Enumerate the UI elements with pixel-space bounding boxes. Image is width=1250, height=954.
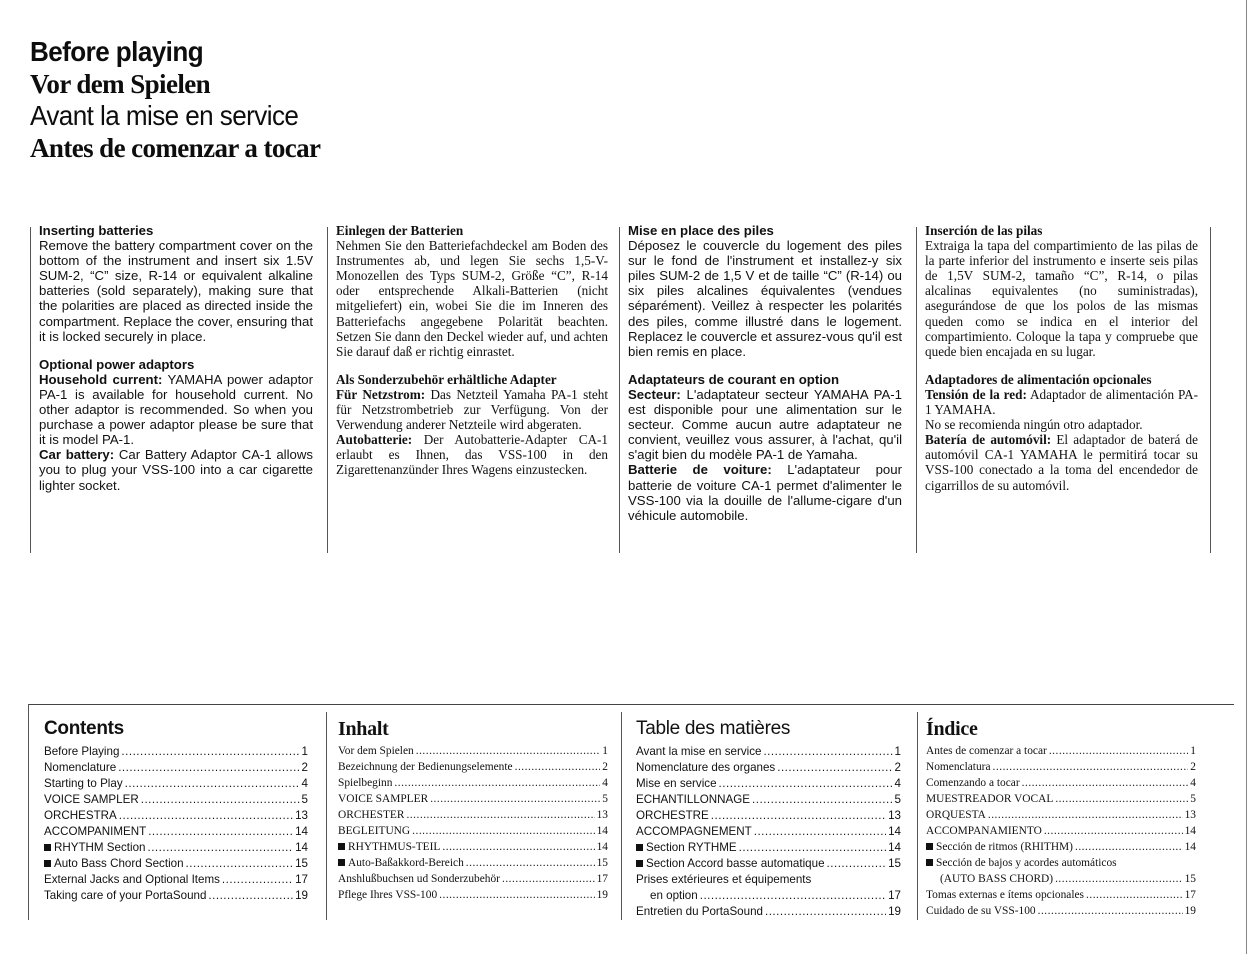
leader-dots — [754, 825, 886, 838]
leader-dots — [439, 889, 594, 901]
heading-insercion-pilas: Inserción de las pilas — [925, 223, 1043, 238]
contents-entry-page: 5 — [301, 793, 308, 806]
leader-dots — [406, 809, 594, 821]
leader-dots — [121, 745, 299, 758]
contents-entry-page: 1 — [1190, 745, 1196, 757]
table-des-matieres-heading: Table des matières — [636, 718, 791, 739]
heading-power-adaptors: Optional power adaptors — [39, 356, 195, 372]
contents-entry — [44, 761, 308, 777]
contents-entry — [338, 745, 608, 761]
contents-entry — [926, 745, 1196, 761]
contents-entry-label: RHYTHMUS-TEIL — [348, 841, 441, 853]
contents-entry-label: Auto Bass Chord Section — [54, 857, 184, 870]
leader-dots — [141, 793, 300, 806]
contents-entry-page: 14 — [596, 841, 608, 853]
contents-entry-page: 2 — [1190, 761, 1196, 773]
contents-entry — [338, 793, 608, 809]
contents-rule — [621, 712, 622, 920]
contents-entry-label: Bezeichnung der Bedienungselemente — [338, 761, 513, 773]
paragraph-netzstrom: Für Netzstrom: Das Netzteil Yamaha PA-1 steht für Netzstrombetrieb zur Verfügung. Von der Verwendung anderer Netzteile wird abgeraten. — [336, 386, 608, 433]
contents-entry-page: 5 — [1190, 793, 1196, 805]
leader-dots — [186, 857, 294, 870]
contents-entry-page: 4 — [894, 777, 901, 790]
section-spanish-text — [925, 223, 1198, 493]
contents-rule — [917, 712, 918, 920]
contents-entry — [926, 793, 1196, 809]
leader-dots — [1038, 905, 1183, 917]
contents-entry — [338, 857, 608, 873]
contents-entry-page: 19 — [596, 889, 608, 901]
leader-dots — [1055, 873, 1183, 885]
contents-entry-page: 14 — [295, 841, 308, 854]
contents-entry-label: Pflege Ihres VSS-100 — [338, 889, 438, 901]
heading-sonderzubehoer: Als Sonderzubehör erhältliche Adapter — [336, 371, 557, 387]
contents-entry-page: 13 — [1184, 809, 1196, 821]
heading-adaptateurs: Adaptateurs de courant en option — [628, 371, 840, 387]
contents-entry-page: 2 — [894, 761, 901, 774]
contents-entry-page: 17 — [888, 889, 901, 902]
contents-entry-page: 19 — [888, 905, 901, 918]
contents-entry — [338, 873, 608, 889]
contents-entry-label: ORCHESTRA — [44, 809, 117, 822]
contents-rule — [28, 704, 29, 920]
contents-entry-label: Spielbeginn — [338, 777, 393, 789]
leader-dots — [125, 777, 300, 790]
contents-rule — [326, 712, 327, 920]
contents-entry — [926, 905, 1196, 921]
contents-entry — [44, 889, 308, 905]
contents-entry-label: Sección de bajos y acordes automáticos — [936, 857, 1117, 869]
leader-dots — [827, 857, 887, 870]
section-english-text — [39, 223, 313, 493]
leader-dots — [416, 745, 601, 757]
contents-entry-label: (AUTO BASS CHORD) — [940, 873, 1054, 885]
heading-adaptadores: Adaptadores de alimentación opcionales — [925, 371, 1152, 387]
contents-entry — [636, 777, 901, 793]
paragraph-einlegen-batterien: Nehmen Sie den Batteriefachdeckel am Boden des Instrumentes ab, und legen Sie sechs 1,5-V-Monozellen des Typs SUM-2, Größe “C”, R-14 oder entsprechende Alkali-Batterien (nicht mitgeliefert) ein, wobei Sie die im Inneren des Batteriefachs angegebene Polarität beachten. Setzen Sie dann den Deckel wieder auf, und achten Sie darauf daß er richtig einrastet. — [336, 238, 608, 359]
contents-entry — [44, 745, 308, 761]
contents-entry — [44, 841, 308, 857]
contents-entry — [926, 809, 1196, 825]
square-bullet-icon — [44, 844, 51, 851]
contents-entry-page: 14 — [888, 841, 901, 854]
section-german-text — [336, 223, 608, 478]
leader-dots — [412, 825, 594, 837]
contents-entry — [44, 857, 308, 873]
contents-entry — [338, 825, 608, 841]
paragraph-insercion-pilas: Extraiga la tapa del compartimiento de las pilas de la parte inferior del instrumento e inserte seis pilas de 1,5V SUM-2, tamaño “C”, R-14, o pilas alcalinas equivalentes (no suministradas), asegurándose de que los polos de las mismas queden como se indica en el interior del compartimiento. Coloque la tapa y compruebe que quede bien encajada en su lugar. — [925, 238, 1198, 359]
contents-entry-label: ORQUESTA — [926, 809, 986, 821]
column-rule — [916, 227, 917, 553]
label-car-battery: Car battery: — [39, 447, 115, 463]
contents-entry-label: ACCOMPANAMIENTO — [926, 825, 1042, 837]
contents-entry-label: Starting to Play — [44, 777, 123, 790]
contents-entry — [926, 825, 1196, 841]
column-rule — [1210, 227, 1211, 553]
contents-entry-label: Anshlußbuchsen ud Sonderzubehör — [338, 873, 500, 885]
contents-entry-label: Sección de ritmos (RHITHM) — [936, 841, 1073, 853]
contents-entry-label: Tomas externas e ítems opcionales — [926, 889, 1084, 901]
paragraph-mise-en-place: Déposez le couvercle du logement des piles sur le fond de l'instrument et installez-y six piles SUM-2 de 1,5 V et de taille “C” (R-14) ou six piles alcalines équivalentes (vendues séparément). Veillez à respecter les polarités des piles, comme illustré dans le logement. Replacez le couvercle et assurez-vous qu'il est bien remis en place. — [628, 238, 902, 359]
contents-top-rule — [28, 704, 1234, 705]
column-rule — [30, 227, 31, 553]
contents-entry-label: Comenzando a tocar — [926, 777, 1020, 789]
contents-entry-page: 14 — [1184, 825, 1196, 837]
contents-entry-label: BEGLEITUNG — [338, 825, 411, 837]
contents-entry — [338, 889, 608, 905]
title-spanish: Antes de comenzar a tocar — [30, 133, 321, 163]
paragraph-no-recomienda: No se recomienda ningún otro adaptador. — [925, 417, 1143, 433]
contents-entry — [636, 761, 901, 777]
leader-dots — [993, 761, 1189, 773]
contents-entry-label: Nomenclatura — [926, 761, 991, 773]
leader-dots — [1044, 825, 1183, 837]
contents-entry-label: ACCOMPAGNEMENT — [636, 825, 752, 838]
leader-dots — [763, 745, 892, 758]
contents-entry-page: 14 — [888, 825, 901, 838]
contents-entry-page: 15 — [1184, 873, 1196, 885]
contents-entry-page: 15 — [295, 857, 308, 870]
contents-entry — [338, 841, 608, 857]
leader-dots — [430, 793, 600, 805]
contents-entry — [636, 873, 901, 889]
contents-entry-page: 14 — [596, 825, 608, 837]
contents-entry-label: Nomenclature — [44, 761, 117, 774]
contents-entry-page: 1 — [894, 745, 901, 758]
paragraph-autobatterie: Autobatterie: Der Autobatterie-Adapter CA-1 erlaubt es Ihnen, das VSS-100 in den Zigarettenanzünder Ihres Wagens einzustecken. — [336, 432, 609, 478]
paragraph-tension-red: Tensión de la red: Adaptador de alimentación PA-1 YAMAHA. — [925, 386, 1198, 418]
contents-entry — [338, 761, 608, 777]
contents-entry-page: 1 — [602, 745, 608, 757]
contents-entry-label: Section RYTHME — [646, 841, 737, 854]
leader-dots — [1049, 745, 1188, 757]
title-english: Before playing — [30, 36, 204, 67]
contents-entry-page: 15 — [596, 857, 608, 869]
leader-dots — [222, 873, 293, 886]
contents-entry-label: Cuidado de su VSS-100 — [926, 905, 1036, 917]
paragraph-car-battery: Car battery: Car Battery Adaptor CA-1 allows you to plug your VSS-100 into a car cigarette lighter socket. — [39, 447, 313, 493]
contents-german — [338, 717, 608, 905]
page-titles — [30, 36, 320, 164]
section-french-text — [628, 223, 902, 523]
leader-dots — [466, 857, 595, 869]
label-batterie-voiture: Batterie de voiture: — [628, 462, 772, 478]
contents-entry-label: Prises extérieures et équipements — [636, 873, 812, 886]
leader-dots — [1086, 889, 1183, 901]
contents-entry — [44, 777, 308, 793]
contents-entry — [926, 873, 1196, 889]
leader-dots — [147, 841, 293, 854]
contents-entry-label: ORCHESTRE — [636, 809, 709, 822]
leader-dots — [119, 809, 293, 822]
contents-entry-label: Entretien du PortaSound — [636, 905, 763, 918]
leader-dots — [700, 889, 886, 902]
contents-french — [636, 717, 901, 921]
leader-dots — [752, 793, 893, 806]
contents-entry-page: 13 — [295, 809, 308, 822]
paragraph-bateria-automovil: Batería de automóvil: El adaptador de baterá de automóvil CA-1 YAMAHA le permitirá tocar su VSS-100 conectado a la toma del encendedor de cigarrillos de su automóvil. — [925, 432, 1199, 493]
contents-entry-page: 14 — [295, 825, 308, 838]
leader-dots — [208, 889, 293, 902]
contents-entry-page: 17 — [596, 873, 608, 885]
column-rule — [327, 227, 328, 553]
contents-entry-page: 1 — [301, 745, 308, 758]
leader-dots — [719, 777, 893, 790]
label-bateria-automovil: Batería de automóvil: — [925, 432, 1052, 448]
square-bullet-icon — [636, 844, 643, 851]
square-bullet-icon — [926, 843, 933, 850]
contents-entry — [44, 793, 308, 809]
square-bullet-icon — [926, 859, 933, 866]
paragraph-batterie-voiture: Batterie de voiture: L'adaptateur pour batterie de voiture CA-1 permet d'alimenter le VSS-100 via la douille de l'allume-cigare d'un véhicule automobile. — [628, 462, 902, 523]
paragraph-secteur: Secteur: L'adaptateur secteur YAMAHA PA-1 est disponible pour une alimentation sur le secteur. Comme aucun autre adaptateur ne convient, veuillez vous assurer, à l'achat, qu'il s'agit bien du modèle PA-1 de Yamaha. — [628, 386, 902, 463]
contents-english — [44, 717, 308, 905]
contents-entry-label: VOICE SAMPLER — [44, 793, 139, 806]
label-netzstrom: Für Netzstrom: — [336, 386, 426, 402]
contents-entry-page: 19 — [1184, 905, 1196, 917]
leader-dots — [394, 777, 600, 789]
contents-entry — [926, 777, 1196, 793]
contents-entry-label: ECHANTILLONNAGE — [636, 793, 751, 806]
contents-entry-label: RHYTHM Section — [54, 841, 146, 854]
column-rule — [619, 227, 620, 553]
contents-entry-label: ACCOMPANIMENT — [44, 825, 147, 838]
contents-entry — [44, 825, 308, 841]
contents-entry-label: MUESTREADOR VOCAL — [926, 793, 1054, 805]
contents-entry-label: Vor dem Spielen — [338, 745, 414, 757]
leader-dots — [148, 825, 293, 838]
contents-entry-page: 17 — [295, 873, 308, 886]
square-bullet-icon — [338, 843, 345, 850]
square-bullet-icon — [338, 859, 345, 866]
leader-dots — [765, 905, 886, 918]
leader-dots — [1055, 793, 1188, 805]
contents-entry-page: 14 — [1184, 841, 1196, 853]
leader-dots — [1075, 841, 1183, 853]
contents-entry-page: 13 — [596, 809, 608, 821]
paragraph-household-current: Household current: YAMAHA power adaptor PA-1 is available for household current. No other adaptor is recommended. So when you purchase a power adaptor please be sure that it is model PA-1. — [39, 371, 313, 448]
contents-entry-page: 15 — [888, 857, 901, 870]
indice-heading: Índice — [926, 718, 978, 740]
leader-dots — [118, 761, 299, 774]
heading-einlegen-batterien: Einlegen der Batterien — [336, 223, 464, 238]
contents-entry-page: 13 — [888, 809, 901, 822]
contents-entry-page: 19 — [295, 889, 308, 902]
contents-entry-page: 4 — [301, 777, 308, 790]
inhalt-heading: Inhalt — [338, 718, 389, 740]
label-autobatterie: Autobatterie: — [336, 432, 413, 448]
contents-entry — [636, 793, 901, 809]
leader-dots — [442, 841, 594, 853]
contents-heading: Contents — [44, 718, 124, 739]
contents-spanish — [926, 717, 1196, 921]
contents-entry-label: Mise en service — [636, 777, 717, 790]
page-edge-rule — [1246, 0, 1247, 954]
contents-entry — [636, 857, 901, 873]
leader-dots — [1022, 777, 1189, 789]
contents-entry — [926, 841, 1196, 857]
title-french: Avant la mise en service — [30, 100, 299, 131]
contents-entry-page: 17 — [1184, 889, 1196, 901]
contents-entry-label: External Jacks and Optional Items — [44, 873, 220, 886]
contents-entry-label: Before Playing — [44, 745, 120, 758]
leader-dots — [502, 873, 595, 885]
contents-entry-label: en option — [650, 889, 698, 902]
heading-mise-en-place: Mise en place des piles — [628, 223, 774, 238]
contents-entry — [926, 761, 1196, 777]
paragraph-inserting-batteries: Remove the battery compartment cover on the bottom of the instrument and insert six 1.5V SUM-2, “C” size, R-14 or equivalent alkaline batteries (sold separately), making sure that the polarities are placed as directed inside the compartment. Replace the cover, ensuring that it is locked securely in place. — [39, 238, 313, 344]
contents-entry-page: 4 — [602, 777, 608, 789]
leader-dots — [515, 761, 601, 773]
contents-entry — [636, 889, 901, 905]
square-bullet-icon — [636, 860, 643, 867]
contents-entry — [636, 841, 901, 857]
contents-entry — [338, 777, 608, 793]
leader-dots — [777, 761, 892, 774]
contents-entry — [636, 905, 901, 921]
leader-dots — [739, 841, 886, 854]
contents-entry-page: 2 — [602, 761, 608, 773]
title-german: Vor dem Spielen — [30, 69, 211, 99]
contents-entry-page: 5 — [894, 793, 901, 806]
contents-entry-label: Antes de comenzar a tocar — [926, 745, 1047, 757]
contents-entry-label: Auto-Baßakkord-Bereich — [348, 857, 464, 869]
label-household-current: Household current: — [39, 371, 163, 387]
contents-entry — [338, 809, 608, 825]
contents-entry-page: 5 — [602, 793, 608, 805]
leader-dots — [711, 809, 886, 822]
contents-entry-label: Section Accord basse automatique — [646, 857, 825, 870]
heading-inserting-batteries: Inserting batteries — [39, 223, 154, 238]
contents-entry-label: ORCHESTER — [338, 809, 405, 821]
contents-entry — [636, 825, 901, 841]
label-secteur: Secteur: — [628, 386, 681, 402]
contents-entry-label: Avant la mise en service — [636, 745, 762, 758]
contents-entry — [44, 809, 308, 825]
contents-entry-label: Nomenclature des organes — [636, 761, 776, 774]
contents-entry — [636, 745, 901, 761]
leader-dots — [988, 809, 1183, 821]
square-bullet-icon — [44, 860, 51, 867]
contents-entry-page: 4 — [1190, 777, 1196, 789]
contents-entry-label: VOICE SAMPLER — [338, 793, 429, 805]
contents-entry — [926, 857, 1196, 873]
contents-entry — [636, 809, 901, 825]
contents-entry-label: Taking care of your PortaSound — [44, 889, 207, 902]
contents-entry-page: 2 — [301, 761, 308, 774]
contents-entry — [926, 889, 1196, 905]
label-tension-red: Tensión de la red: — [925, 386, 1027, 402]
contents-entry — [44, 873, 308, 889]
